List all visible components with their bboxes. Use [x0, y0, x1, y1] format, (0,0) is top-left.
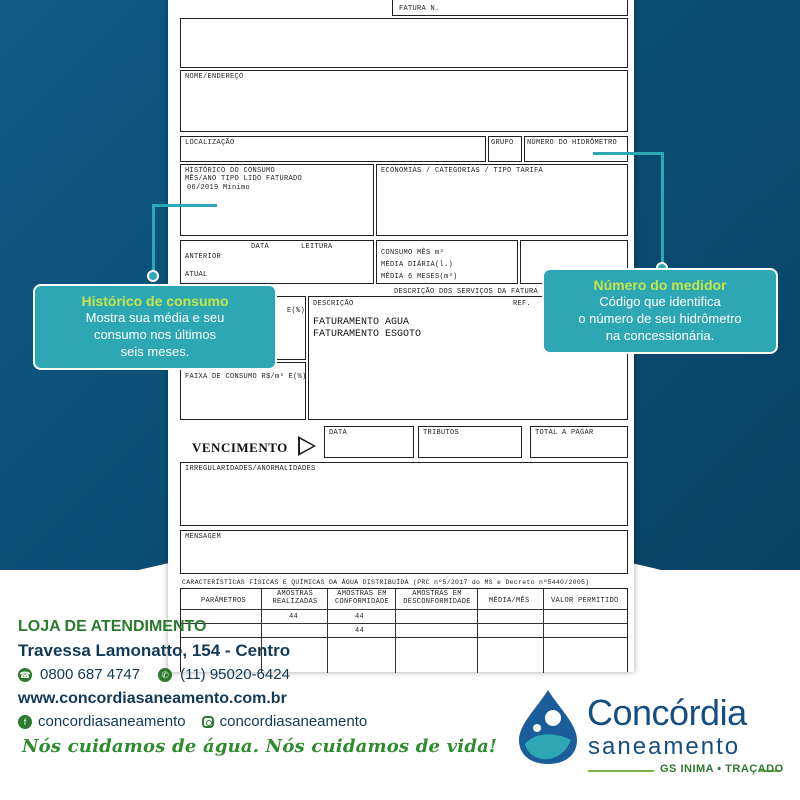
reading-box: [180, 240, 374, 284]
due-date-title: VENCIMENTO: [192, 440, 288, 455]
instagram-handle[interactable]: concordiasaneamento: [219, 713, 368, 730]
service-item-sewage: FATURAMENTO ESGOTO: [313, 329, 422, 340]
callout-line: seis meses.: [120, 344, 190, 359]
facebook-icon: f: [18, 715, 32, 729]
daily-average-label: MÉDIA DIÁRIA(l.): [381, 261, 454, 269]
left-callout-connector-h: [152, 204, 217, 207]
callout-line: Código que identifica: [599, 294, 721, 309]
group-label: GRUPO: [491, 139, 514, 147]
consumption-band-label: FAIXA DE CONSUMO R$/m³ E(%): [185, 373, 307, 381]
row1-samples-done: 44: [289, 613, 299, 621]
total-box: [530, 426, 628, 458]
callout-title: Histórico de consumo: [81, 293, 229, 309]
left-callout-connector-v: [152, 204, 155, 276]
table-row-divider: [181, 623, 627, 624]
consumption-history-label: HISTÓRICO DO CONSUMO: [185, 167, 276, 175]
callout-line: consumo nos últimos: [93, 327, 217, 342]
col-monthly-average: MÉDIA/MÊS: [489, 597, 530, 605]
logo-title: Concórdia: [587, 692, 747, 733]
fatura-label: FATURA N.: [399, 5, 440, 13]
table-divider: [543, 589, 544, 673]
table-row-divider: [181, 637, 627, 638]
col-allowed-value: VALOR PERMITIDO: [551, 597, 619, 605]
col-samples-nonconform: AMOSTRAS EM DESCONFORMIDADE: [403, 590, 471, 606]
message-label: MENSAGEM: [185, 533, 222, 541]
meter-number-label: NÚMERO DO HIDRÔMETRO: [527, 139, 618, 147]
arrow-right-icon: [298, 436, 316, 456]
reading-value-label: LEITURA: [301, 243, 333, 251]
name-address-box: [180, 70, 628, 132]
name-address-label: NOME/ENDEREÇO: [185, 73, 244, 81]
description-label: DESCRIÇÃO: [313, 300, 354, 308]
phone-icon: ☎: [19, 669, 31, 680]
logo-subtitle: saneamento: [588, 733, 741, 760]
due-date-box: [324, 426, 414, 458]
left-callout-dot: [147, 270, 159, 282]
slogan: Nós cuidamos de água. Nós cuidamos de vida!: [22, 736, 498, 757]
irregularities-box: [180, 462, 628, 526]
social-links: [18, 713, 367, 730]
total-label: TOTAL A PAGAR: [535, 429, 594, 437]
meter-number-box: [524, 136, 628, 162]
table-divider: [327, 589, 328, 673]
non-residential-box: [180, 362, 306, 420]
right-callout-connector-v: [661, 152, 664, 266]
water-drop-logo-icon: [515, 688, 581, 766]
meter-number-callout: [542, 268, 778, 354]
irregularities-label: IRREGULARIDADES/ANORMALIDADES: [185, 465, 316, 473]
facebook-handle[interactable]: concordiasaneamento: [38, 713, 186, 730]
location-label: LOCALIZAÇÃO: [185, 139, 235, 147]
six-month-average-label: MÉDIA 6 MESES(m³): [381, 273, 458, 281]
group-box: [488, 136, 522, 162]
previous-reading-label: ANTERIOR: [185, 253, 222, 261]
consumption-history-box: [180, 164, 374, 236]
taxes-box: [418, 426, 522, 458]
callout-line: o número de seu hidrômetro: [578, 311, 742, 326]
callout-line: na concessionária.: [605, 328, 715, 343]
col-parameters: PARÂMETROS: [201, 597, 247, 605]
economies-box: [376, 164, 628, 236]
monthly-consumption-box: [376, 240, 518, 284]
consumption-history-row: 06/2019 Mínimo: [187, 184, 251, 192]
phone-numbers: [18, 666, 290, 683]
logo-tagline: GS INIMA • TRAÇADO: [660, 763, 784, 775]
services-header-label: DESCRIÇÃO DOS SERVIÇOS DA FATURA: [394, 288, 539, 296]
fatura-box: [392, 0, 628, 16]
website-link[interactable]: www.concordiasaneamento.com.br: [18, 690, 287, 707]
consumption-history-callout: [33, 284, 277, 370]
message-box: [180, 530, 628, 574]
table-divider: [477, 589, 478, 673]
water-quality-title: CARACTERÍSTICAS FÍSICAS E QUÍMICAS DA ÁGUA DISTRIBUÍDA (PRC nº5/2017 do MS e Decreto nº5440/2005): [182, 579, 590, 586]
taxes-label: TRIBUTOS: [423, 429, 460, 437]
row2-samples-conform: 44: [355, 627, 365, 635]
instagram-icon: [202, 716, 214, 728]
due-date-label: DATA: [329, 429, 348, 437]
economies-label: ECONOMIAS / CATEGORIAS / TIPO TARIFA: [381, 167, 544, 175]
col-samples-conform: AMOSTRAS EM CONFORMIDADE: [334, 590, 389, 606]
monthly-consumption-label: CONSUMO MÊS m³: [381, 249, 445, 257]
header-box: [180, 18, 628, 68]
right-callout-connector-h: [593, 152, 663, 155]
callout-title: Número do medidor: [593, 277, 727, 293]
consumption-history-columns: MÊS/ANO TIPO LIDO FATURADO: [185, 175, 303, 183]
tariff-band-percent-label: E(%): [287, 307, 306, 315]
whatsapp-icon: ✆: [158, 668, 172, 682]
current-reading-label: ATUAL: [185, 271, 208, 279]
table-divider: [395, 589, 396, 673]
callout-line: Mostra sua média e seu: [85, 310, 225, 325]
phone-whatsapp[interactable]: (11) 95020-6424: [180, 666, 290, 683]
phone-main[interactable]: 0800 687 4747: [40, 666, 141, 683]
col-samples-done: AMOSTRAS REALIZADAS: [272, 590, 318, 606]
table-header-divider: [181, 609, 627, 610]
store-title: LOJA DE ATENDIMENTO: [18, 618, 207, 635]
row1-samples-conform: 44: [355, 613, 365, 621]
reading-date-label: DATA: [251, 243, 270, 251]
location-box: [180, 136, 486, 162]
logo-divider-left: [588, 770, 654, 772]
reference-label: REF.: [513, 300, 532, 308]
store-address: Travessa Lamonatto, 154 - Centro: [18, 641, 291, 660]
service-item-water: FATURAMENTO AGUA: [313, 317, 410, 328]
